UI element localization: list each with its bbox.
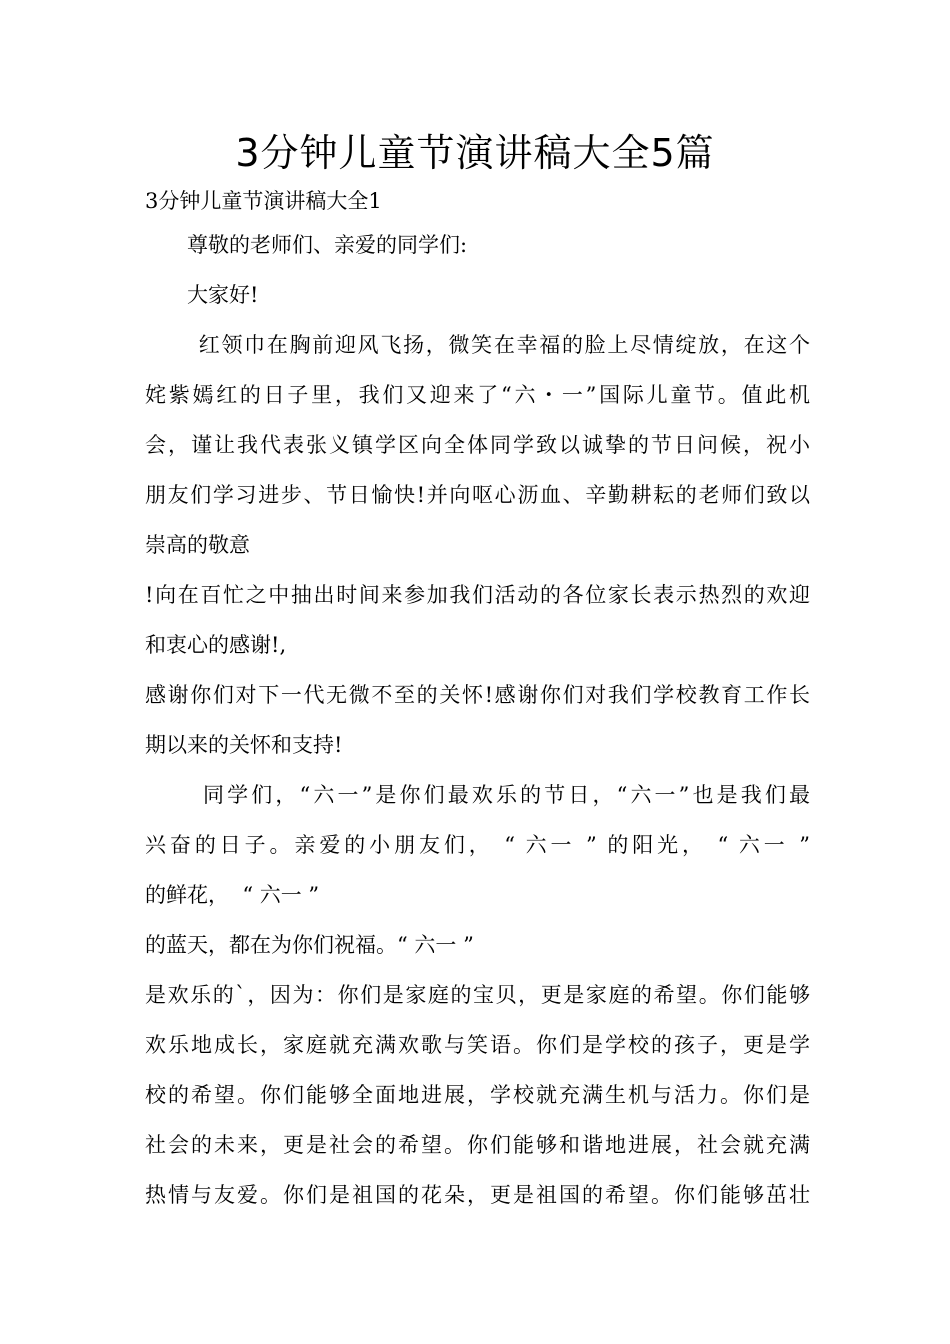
text-line: 热情与友爱。你们是祖国的花朵，更是祖国的希望。你们能够茁壮 xyxy=(145,1183,810,1207)
section-heading: 3分钟儿童节演讲稿大全1 xyxy=(145,189,382,213)
text-line: 兴奋的日子。亲爱的小朋友们， “ 六一 ” 的阳光， “ 六一 ” xyxy=(145,833,810,857)
text-line: 红领巾在胸前迎风飞扬，微笑在幸福的脸上尽情绽放，在这个 xyxy=(145,333,810,357)
text-line: 的蓝天，都在为你们祝福。“ 六一 ” xyxy=(145,933,474,957)
text-line: 会，谨让我代表张义镇学区向全体同学致以诚挚的节日问候，祝小 xyxy=(145,433,810,457)
text-line: 欢乐地成长，家庭就充满欢歌与笑语。你们是学校的孩子，更是学 xyxy=(145,1033,810,1057)
text-line: 朋友们学习进步、节日愉快!并向呕心沥血、辛勤耕耘的老师们致以 xyxy=(145,483,810,507)
text-line: 感谢你们对下一代无微不至的关怀!感谢你们对我们学校教育工作长 xyxy=(145,683,810,707)
text-line: 姹紫嫣红的日子里，我们又迎来了“六・一”国际儿童节。值此机 xyxy=(145,383,810,407)
document-title: 3分钟儿童节演讲稿大全5篇 xyxy=(235,131,715,175)
text-line: 期以来的关怀和支持! xyxy=(145,733,343,757)
document-body xyxy=(145,182,810,1220)
text-line: 崇高的敬意 xyxy=(145,533,250,557)
text-line: 社会的未来，更是社会的希望。你们能够和谐地进展，社会就充满 xyxy=(145,1133,810,1157)
text-line: 同学们，“六一”是你们最欢乐的节日，“六一”也是我们最 xyxy=(145,783,810,807)
text-line: 校的希望。你们能够全面地进展，学校就充满生机与活力。你们是 xyxy=(145,1083,810,1107)
text-line: 的鲜花， “ 六一 ” xyxy=(145,883,320,907)
text-line: 尊敬的老师们、亲爱的同学们: xyxy=(145,233,468,257)
text-line: 大家好! xyxy=(145,283,259,307)
text-line: !向在百忙之中抽出时间来参加我们活动的各位家长表示热烈的欢迎 xyxy=(145,583,810,607)
text-line: 和衷心的感谢!, xyxy=(145,633,287,657)
text-line: 是欢乐的`，因为：你们是家庭的宝贝，更是家庭的希望。你们能够 xyxy=(145,983,810,1007)
